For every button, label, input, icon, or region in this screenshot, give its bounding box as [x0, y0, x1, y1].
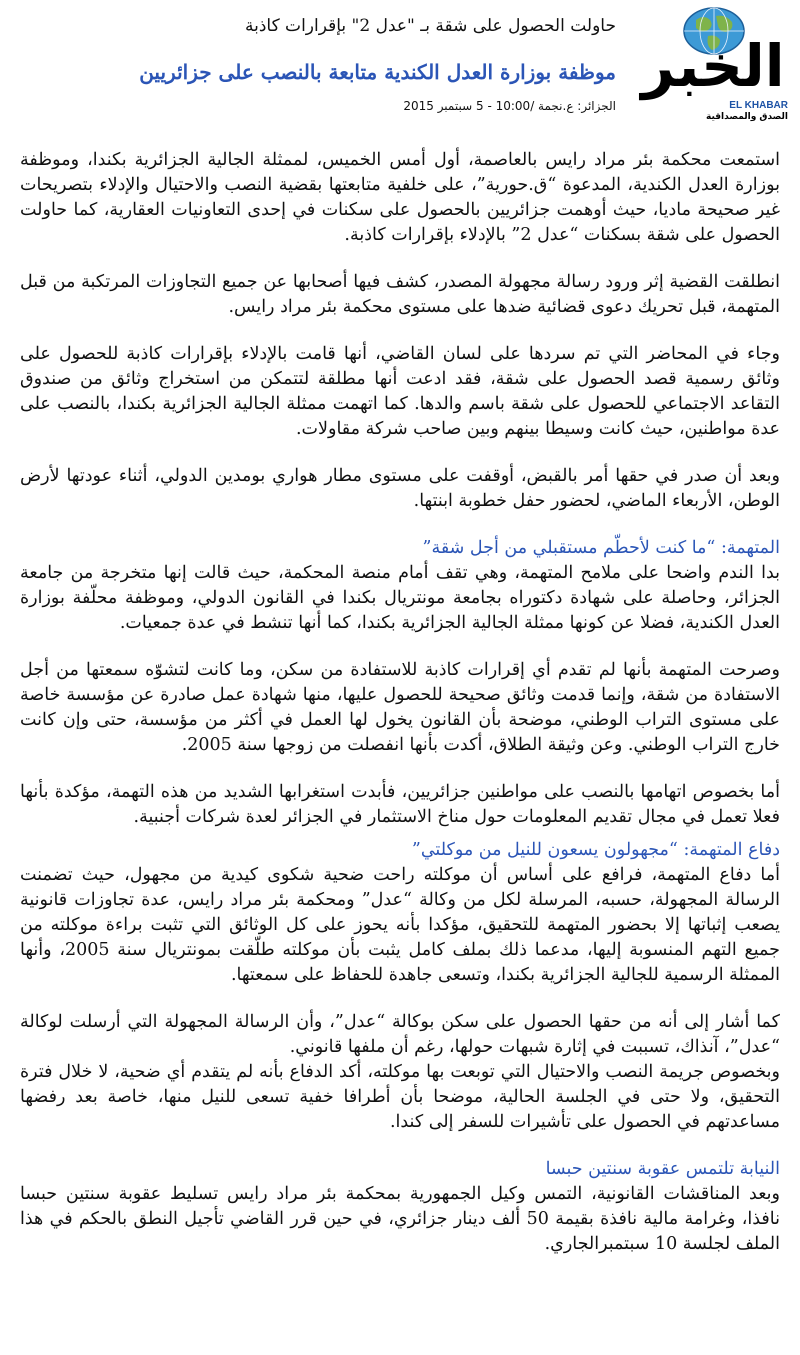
subhead-defendant: المتهمة: “ما كنت لأحطّم مستقبلي من أجل شقة”: [422, 538, 780, 558]
logo-slogan: الصدق والمصداقية: [706, 112, 788, 122]
paragraph-4: وبعد أن صدر في حقها أمر بالقبض، أوقفت على مستوى مطار هواري بومدين الدولي، أثناء عودتها لأرض الوطن، الأربعاء الماضي، لحضور حفل خطوبة ابنتها.: [20, 466, 780, 511]
paragraph-5: بدا الندم واضحا على ملامح المتهمة، وهي تقف أمام منصة المحكمة، حيث قالت إنها متخرجة من جامعة الجزائر، وحاصلة على شهادة دكتوراه بجامعة مونتريال بكندا في القانون الدولي، وموظفة محلّفة بوزارة العدل الكندية، فضلا عن كونها ممثلة الجالية الجزائرية بكندا، كما أنها تنشط في عدة جمعيات.: [20, 563, 780, 633]
masthead: [0, 0, 800, 128]
paragraph-8: أما دفاع المتهمة، فرافع على أساس أن موكلته راحت ضحية شكوى كيدية من مجهول، حيث تضمنت الرسالة المجهولة، حسبه، المرسلة لكل من وكالة “عدل” ومحكمة بئر مراد رايس، عدة تجاوزات قانونية يصعب إثباتها إلا بحضور المتهمة للتحقيق، مؤكدا بأنه يحوز على كل الوثائق التي تثبت براءة موكلته من جميع التهم المنسوبة إليها، مدعما ذلك بملف كامل يثبت بأن موكلته طلّقت بمونتريال سنة 2005، وأنها الممثلة الرسمية للجالية الجزائرية بكندا، وتسعى جاهدة للحفاظ على سمعتها.: [20, 865, 780, 985]
subhead-defense: دفاع المتهمة: “مجهولون يسعون للنيل من موكلتي”: [411, 840, 780, 860]
article-kicker: حاولت الحصول على شقة بـ "عدل 2" بإقرارات كاذبة: [244, 16, 616, 36]
article-body: [20, 148, 780, 1257]
logo-latin-name: EL KHABAR: [729, 100, 788, 111]
logo-wordmark: الخبر: [641, 32, 785, 100]
paragraph-7: أما بخصوص اتهامها بالنصب على مواطنين جزائريين، فأبدت استغرابها الشديد من هذه التهمة، مؤكدة بأنها فعلا تعمل في مجال تقديم المعلومات حول مناخ الاستثمار في الجزائر لعدة شركات أجنبية.: [20, 782, 780, 827]
paragraph-3: وجاء في المحاضر التي تم سردها على لسان القاضي، أنها قامت بالإدلاء بإقرارات كاذبة للحصول على وثائق رسمية قصد الحصول على شقة، فقد ادعت أنها مطلقة لتتمكن من استخراج وثائق من صندوق التقاعد الاجتماعي للحصول على شقة باسم والدها. كما اتهمت ممثلة الجالية الجزائرية بكندا، بالنصب على عدة مواطنين، حيث كانت وسيطا بينهم وبين صاحب شركة مقاولات.: [20, 344, 780, 439]
article-dateline: الجزائر: ع.نجمة /10:00 - 5 سبتمبر 2015: [403, 99, 616, 113]
paragraph-6: وصرحت المتهمة بأنها لم تقدم أي إقرارات كاذبة للاستفادة من سكن، وما كانت لتشوّه سمعتها من أجل الاستفادة من شقة، وإنما قدمت وثائق صحيحة للحصول عليها، منها شهادة عمل صادرة عن مؤسسة خاصة على مستوى التراب الوطني، موضحة بأن القانون يخول لها العمل في أكثر من مؤسسة، حتى وإن كانت خارج التراب الوطني. وعن وثيقة الطلاق، أكدت بأنها انفصلت من زوجها سنة 2005.: [20, 660, 780, 755]
el-khabar-logo: [638, 6, 788, 124]
paragraph-1: استمعت محكمة بئر مراد رايس بالعاصمة، أول أمس الخميس، لممثلة الجالية الجزائرية بكندا، وموظفة بوزارة العدل الكندية، المدعوة “ق.حورية”، على خلفية متابعتها بقضية النصب والاحتيال والإدلاء بتصريحات غير صحيحة ماديا، حيث أوهمت جزائريين بالحصول على سكنات في إحدى التعاونيات العقارية، كما حاولت الحصول على شقة بسكنات “عدل 2” بالإدلاء بإقرارات كاذبة.: [20, 150, 780, 245]
paragraph-2: انطلقت القضية إثر ورود رسالة مجهولة المصدر، كشف فيها أصحابها عن جميع التجاوزات المرتكبة من قبل المتهمة، قبل تحريك دعوى قضائية ضدها على مستوى محكمة بئر مراد رايس.: [20, 272, 780, 317]
subhead-prosecution: النيابة تلتمس عقوبة سنتين حبسا: [545, 1159, 780, 1179]
paragraph-10: وبخصوص جريمة النصب والاحتيال التي توبعت بها موكلته، أكد الدفاع بأنه لم يتقدم أي ضحية، لا خلال فترة التحقيق، ولا حتى في الجلسة الحالية، موضحا بأن أطرافا خفية تسعى للنيل منها، خاصة بعد رفضها مساعدتهم في الحصول على تأشيرات للسفر إلى كندا.: [20, 1062, 780, 1132]
paragraph-11: وبعد المناقشات القانونية، التمس وكيل الجمهورية بمحكمة بئر مراد رايس تسليط عقوبة سنتين حبسا نافذا، وغرامة مالية نافذة بقيمة 50 ألف دينار جزائري، في حين قرر القاضي تأجيل النطق بالحكم في هذا الملف لجلسة 10 سبتمبرالجاري.: [20, 1184, 780, 1254]
paragraph-9: كما أشار إلى أنه من حقها الحصول على سكن بوكالة “عدل”، وأن الرسالة المجهولة التي أرسلت لوكالة “عدل”، آنذاك، تسببت في إثارة شبهات حولها، رغم أن ملفها قانوني.: [20, 1012, 780, 1057]
article-headline: موظفة بوزارة العدل الكندية متابعة بالنصب على جزائريين: [139, 60, 616, 84]
